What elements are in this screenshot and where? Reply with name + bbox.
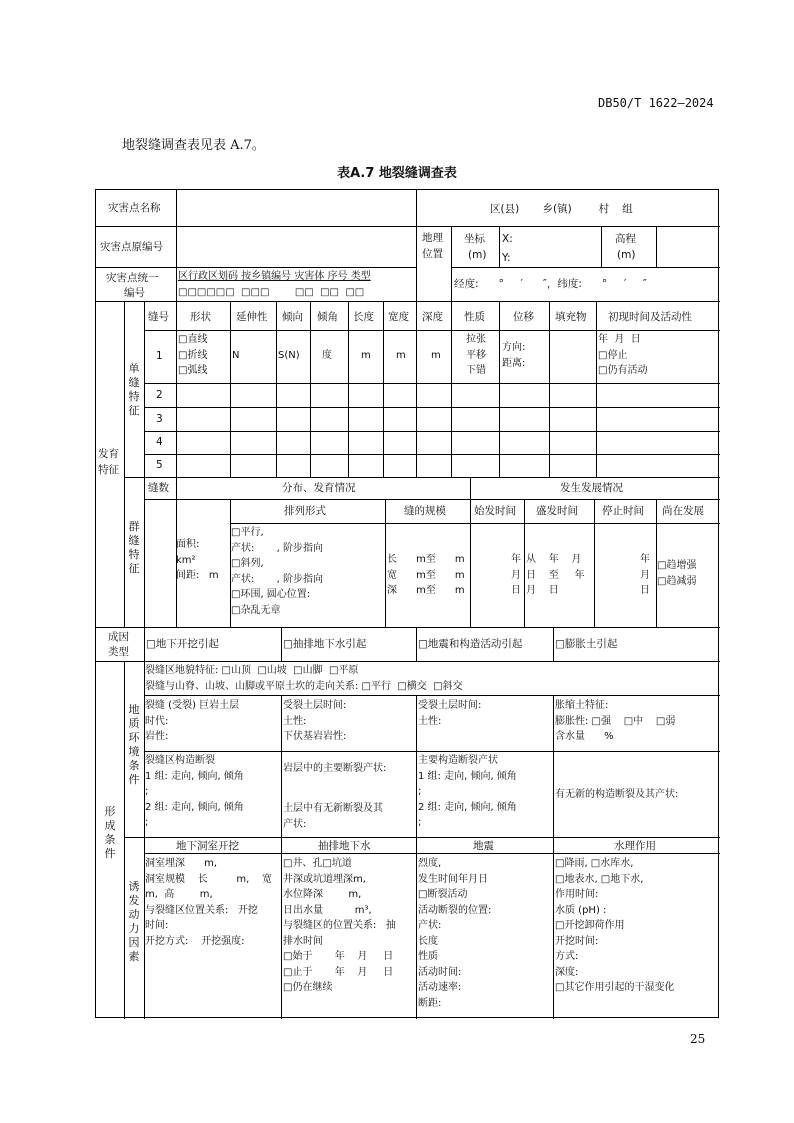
row4-no: 4 bbox=[156, 436, 163, 448]
col-extension: 延伸性 bbox=[236, 311, 268, 323]
orig-code-label: 灾害点原编号 bbox=[100, 241, 163, 253]
cause-excavation[interactable]: □地下开挖引起 bbox=[146, 638, 219, 650]
row1-first-time[interactable]: 年 月 日 □停止 □仍有活动 bbox=[598, 334, 648, 376]
group-seam-label: 群缝特征 bbox=[128, 520, 140, 575]
row1-width[interactable]: m bbox=[396, 350, 406, 361]
cause-label: 成因 bbox=[108, 631, 129, 643]
coord-label: 坐标 bbox=[464, 233, 485, 245]
col-filling: 填充物 bbox=[555, 311, 587, 323]
row3-no: 3 bbox=[156, 413, 163, 425]
unified-code-boxes[interactable]: □□□□□□ □□□ □□ □□ □□ bbox=[178, 287, 365, 298]
unified-code-parts: 区行政区划码 按乡镇编号 灾害体 序号 类型 bbox=[178, 271, 371, 282]
trigger-earthquake[interactable]: 烈度, 发生时间年月日 □断裂活动 活动断裂的位置: 产状: 长度 性质 活动时间: 活动速率: 断距: bbox=[418, 858, 492, 1009]
ongoing-label: 尚在发展 bbox=[662, 505, 704, 517]
col-nature: 性质 bbox=[464, 311, 485, 323]
row1-shape[interactable]: □直线 □折线 □弧线 bbox=[178, 334, 208, 376]
trigger-excavation[interactable]: 洞室埋深 m, 洞室规模 长 m, 宽 m, 高 m, 与裂缝区位置关系: 开挖 时间: 开挖方式: 开挖强度: bbox=[145, 858, 272, 947]
group-arrangement[interactable]: □平行, 产状: , 阶步指向 □斜列, 产状: , 阶步指向 □环围, 圆心位置: □杂乱无章 bbox=[231, 527, 323, 616]
unified-code-label: 灾害点统一 bbox=[106, 272, 159, 284]
col-depth: 深度 bbox=[422, 311, 443, 323]
survey-table bbox=[95, 189, 719, 1018]
dev-label: 发育 bbox=[98, 448, 119, 460]
group-area[interactable]: 面积: km² 间距: m bbox=[176, 539, 219, 581]
elevation-label: 高程 bbox=[615, 233, 636, 245]
cause-swelling-soil[interactable]: □膨胀土引起 bbox=[555, 638, 618, 650]
col-displacement: 位移 bbox=[513, 311, 534, 323]
trigger-head-excavation: 地下洞室开挖 bbox=[176, 840, 239, 852]
group-distribution-label: 分布、发育情况 bbox=[282, 482, 356, 494]
row5-no: 5 bbox=[156, 459, 163, 471]
geo-env-label: 地质环境条件 bbox=[128, 703, 140, 786]
trigger-head-water: 水理作用 bbox=[614, 840, 656, 852]
row1-length[interactable]: m bbox=[361, 350, 371, 361]
row1-dip[interactable]: 度 bbox=[322, 350, 332, 361]
single-seam-label: 单缝特征 bbox=[128, 362, 140, 417]
cause-earthquake[interactable]: □地震和构造活动引起 bbox=[418, 638, 523, 650]
row1-nature[interactable]: 拉张 平移 下错 bbox=[466, 334, 486, 376]
group-start-time[interactable]: 年 月 日 bbox=[511, 554, 521, 596]
fault-main-field[interactable]: 岩层中的主要断裂产状: bbox=[283, 763, 387, 774]
x-field[interactable]: X: bbox=[502, 233, 513, 245]
soil-field-2[interactable]: 受裂土层时间: 土性: bbox=[418, 700, 482, 727]
name-label: 灾害点名称 bbox=[108, 202, 161, 214]
trigger-label: 诱发动力因素 bbox=[128, 880, 140, 963]
col-direction: 倾向 bbox=[282, 311, 303, 323]
col-length: 长度 bbox=[353, 311, 374, 323]
soil-field[interactable]: 受裂土层时间: 土性: 下伏基岩岩性: bbox=[283, 700, 347, 742]
standard-number: DB50/T 1622—2024 bbox=[598, 96, 714, 110]
col-dip: 倾角 bbox=[317, 311, 338, 323]
formation-label: 形成条件 bbox=[104, 805, 116, 860]
rock-field[interactable]: 裂缝 (受裂) 巨岩土层 时代: 岩性: bbox=[145, 700, 240, 742]
start-time-label: 始发时间 bbox=[474, 505, 516, 517]
cause-pumping[interactable]: □抽排地下水引起 bbox=[283, 638, 367, 650]
unified-code-label-2: 编号 bbox=[124, 287, 145, 299]
table-title: 表A.7 地裂缝调查表 bbox=[337, 166, 457, 181]
swelling-field[interactable]: 胀缩土特征: 膨胀性: □强 □中 □弱 含水量 % bbox=[555, 700, 676, 742]
row1-extension[interactable]: N bbox=[232, 350, 240, 361]
landform-field[interactable]: 裂缝区地貌特征: □山顶 □山坡 □山脚 □平原 bbox=[145, 665, 359, 676]
trigger-head-pumping: 抽排地下水 bbox=[318, 840, 371, 852]
col-first-time: 初现时间及活动性 bbox=[608, 311, 692, 323]
group-count-label: 缝数 bbox=[148, 482, 169, 494]
group-trend[interactable]: □趋增强 □趋减弱 bbox=[657, 560, 697, 587]
scale-label: 缝的规模 bbox=[404, 505, 446, 517]
fault-main-field-2[interactable]: 主要构造断裂产状 1 组: 走向, 倾向, 倾角 ; 2 组: 走向, 倾向, 倾角 ; bbox=[418, 755, 517, 828]
intro-text: 地裂缝调查表见表 A.7。 bbox=[122, 138, 265, 153]
trigger-head-earthquake: 地震 bbox=[473, 840, 494, 852]
geo-label-2: 位置 bbox=[422, 248, 443, 260]
fault-field[interactable]: 裂缝区构造断裂 1 组: 走向, 倾向, 倾角 ; 2 组: 走向, 倾向, 倾角 ; bbox=[145, 755, 244, 828]
row2-no: 2 bbox=[156, 389, 163, 401]
lonlat-field[interactable]: 经度: ° ′ ″，纬度: ° ′ ″ bbox=[454, 278, 647, 290]
page-number: 25 bbox=[690, 1032, 706, 1046]
group-development-label: 发生发展情况 bbox=[560, 482, 623, 494]
arrangement-label: 排列形式 bbox=[284, 505, 326, 517]
geo-label: 地理 bbox=[422, 232, 443, 244]
fault-new-field-2[interactable]: 有无新的构造断裂及其产状: bbox=[555, 789, 679, 800]
coord-unit: (m) bbox=[468, 249, 487, 261]
fault-new-field[interactable]: 土层中有无新断裂及其 产状: bbox=[283, 803, 383, 830]
stop-time-label: 停止时间 bbox=[602, 505, 644, 517]
row1-displacement[interactable]: 方向: 距离: bbox=[502, 342, 526, 369]
group-scale[interactable]: 长 m至 m 宽 m至 m 深 m至 m bbox=[387, 554, 465, 596]
row1-depth[interactable]: m bbox=[431, 350, 441, 361]
col-width: 宽度 bbox=[388, 311, 409, 323]
cause-label-2: 类型 bbox=[108, 646, 129, 658]
relation-field[interactable]: 裂缝与山脊、山坡、山脚或平原土坎的走向关系: □平行 □横交 □斜交 bbox=[145, 681, 463, 692]
elevation-unit: (m) bbox=[617, 249, 636, 261]
peak-time-label: 盛发时间 bbox=[536, 505, 578, 517]
col-no: 缝号 bbox=[148, 311, 169, 323]
address-field[interactable]: 区(县) 乡(镇) 村 组 bbox=[490, 203, 633, 215]
row1-no: 1 bbox=[156, 350, 163, 362]
row1-direction[interactable]: S(N) bbox=[278, 350, 300, 361]
trigger-pumping[interactable]: □井、孔□坑道 井深或坑道埋深m, 水位降深 m, 日出水量 m³, 与裂缝区的位置关系: 抽 排水时间 □始于 年 月 日 □止于 年 月 日 □仍在继续 bbox=[283, 858, 396, 993]
col-shape: 形状 bbox=[190, 311, 211, 323]
group-peak-time[interactable]: 从 年 月 日 至 年 月 日 bbox=[526, 554, 585, 596]
group-stop-time[interactable]: 年 月 日 bbox=[640, 554, 650, 596]
dev-label-2: 特征 bbox=[98, 464, 119, 476]
y-field[interactable]: Y: bbox=[502, 252, 511, 264]
trigger-water[interactable]: □降雨, □水库水, □地表水, □地下水, 作用时间: 水质 (pH) : □开挖卸荷作用 开挖时间: 方式: 深度: □其它作用引起的干湿变化 bbox=[555, 858, 675, 993]
